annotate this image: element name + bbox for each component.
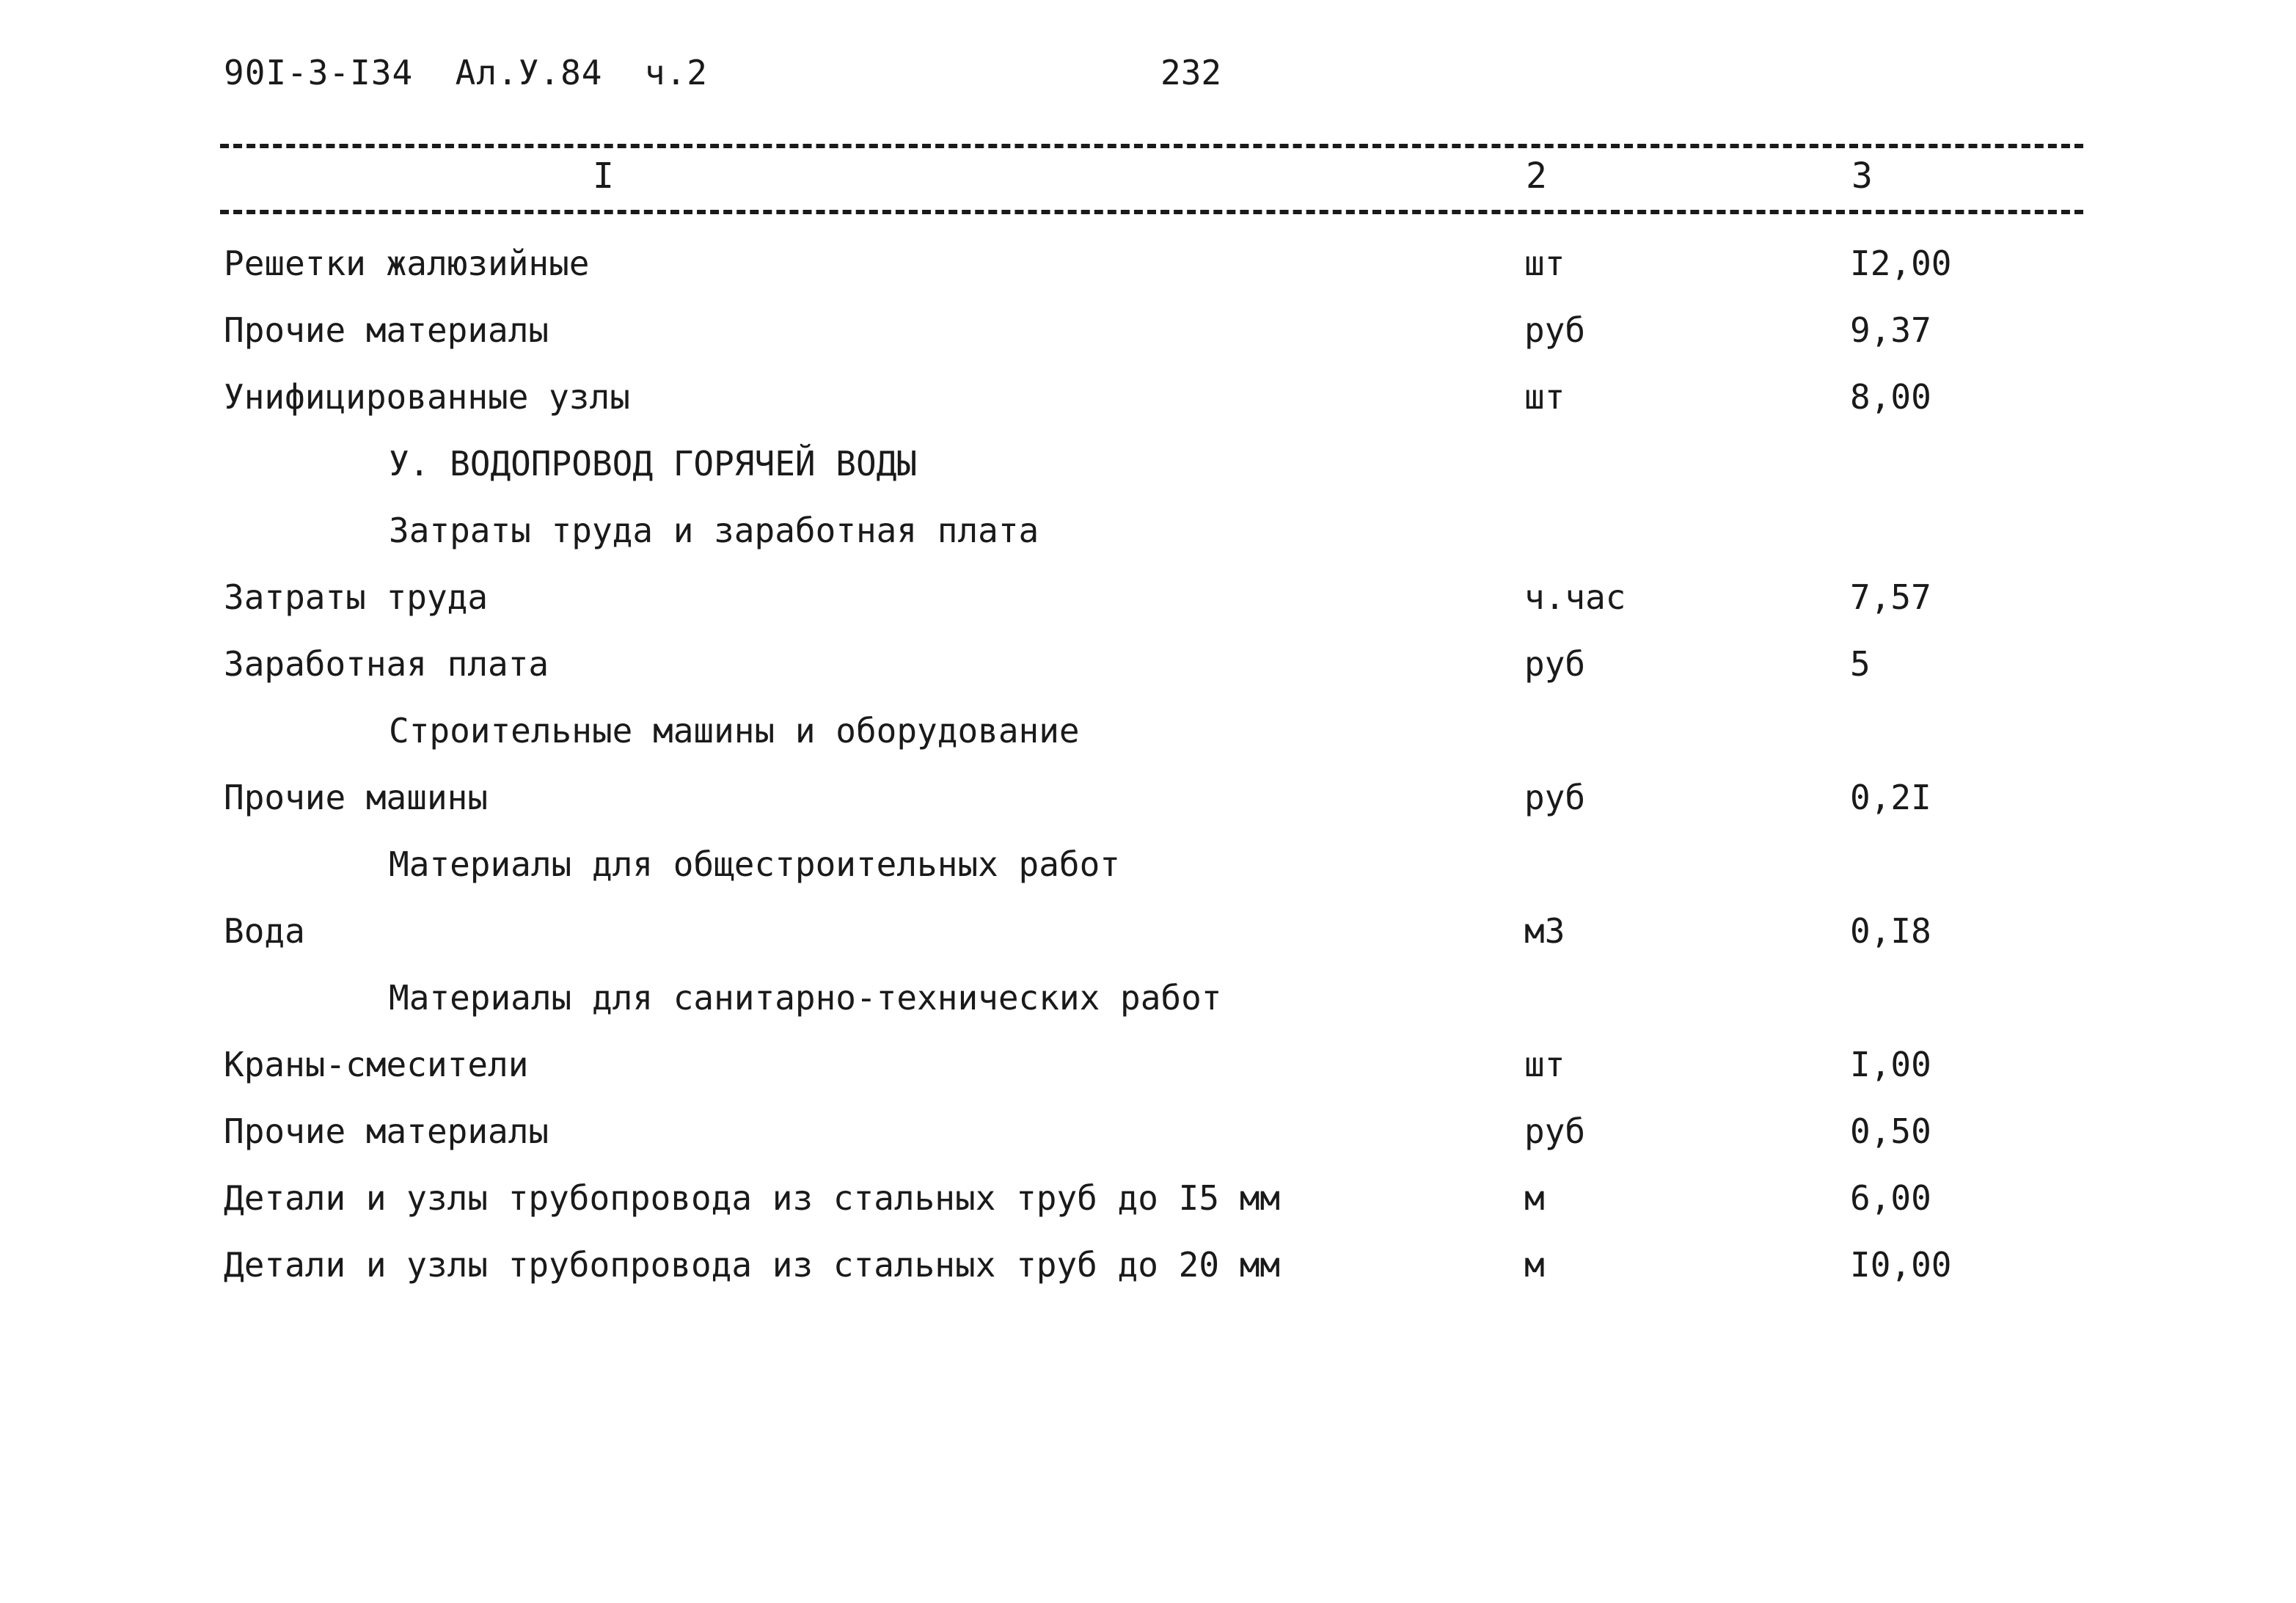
column-header-name: I [593, 156, 614, 197]
table-row [0, 1245, 2296, 1296]
row-unit: м3 [1524, 911, 1565, 951]
row-quantity: 9,37 [1850, 310, 1931, 350]
table-row [0, 1111, 2296, 1163]
row-unit: ч.час [1524, 577, 1626, 617]
row-name: Вода [224, 911, 305, 951]
row-unit: руб [1524, 644, 1586, 684]
row-unit: шт [1524, 377, 1565, 417]
table-row [0, 577, 2296, 629]
row-name: Прочие материалы [224, 1111, 549, 1151]
section-heading [0, 978, 2296, 1029]
row-quantity: 8,00 [1850, 377, 1931, 417]
row-unit: руб [1524, 778, 1586, 817]
table-row [0, 244, 2296, 295]
row-quantity: I2,00 [1850, 244, 1952, 283]
row-quantity: 0,I8 [1850, 911, 1931, 951]
row-unit: шт [1524, 1045, 1565, 1084]
row-quantity: 6,00 [1850, 1178, 1931, 1218]
section-title: У. ВОДОПРОВОД ГОРЯЧЕЙ ВОДЫ [389, 444, 918, 483]
row-name: Детали и узлы трубопровода из стальных труб до 20 мм [224, 1245, 1281, 1285]
column-header-unit: 2 [1526, 156, 1547, 197]
row-unit: шт [1524, 244, 1565, 283]
document-code: 90I-3-I34 Ал.У.84 ч.2 [224, 53, 708, 92]
table-row [0, 1178, 2296, 1230]
table-row [0, 1045, 2296, 1096]
row-unit: руб [1524, 1111, 1586, 1151]
table-row [0, 911, 2296, 963]
page-number: 232 [1160, 53, 1222, 92]
row-unit: м [1524, 1245, 1545, 1285]
row-name: Прочие материалы [224, 310, 549, 350]
row-name: Решетки жалюзийные [224, 244, 590, 283]
section-heading [0, 711, 2296, 762]
row-quantity: 7,57 [1850, 577, 1931, 617]
table-header-rule [220, 210, 2083, 214]
table-row [0, 377, 2296, 428]
row-name: Прочие машины [224, 778, 489, 817]
row-quantity: 0,50 [1850, 1111, 1931, 1151]
row-name: Краны-смесители [224, 1045, 529, 1084]
table-row [0, 644, 2296, 695]
section-heading [0, 511, 2296, 562]
row-name: Унифицированные узлы [224, 377, 630, 417]
row-quantity: 0,2I [1850, 778, 1931, 817]
section-title: Материалы для общестроительных работ [389, 844, 1120, 884]
row-unit: руб [1524, 310, 1586, 350]
table-row [0, 778, 2296, 829]
table-top-rule [220, 144, 2083, 148]
row-quantity: 5 [1850, 644, 1871, 684]
section-title: Строительные машины и оборудование [389, 711, 1080, 751]
section-heading [0, 844, 2296, 896]
row-name: Заработная плата [224, 644, 549, 684]
row-name: Затраты труда [224, 577, 489, 617]
column-header-quantity: 3 [1851, 156, 1873, 197]
row-unit: м [1524, 1178, 1545, 1218]
table-row [0, 310, 2296, 362]
section-heading [0, 444, 2296, 495]
row-quantity: I,00 [1850, 1045, 1931, 1084]
section-title: Материалы для санитарно-технических работ [389, 978, 1222, 1018]
row-name: Детали и узлы трубопровода из стальных труб до I5 мм [224, 1178, 1281, 1218]
section-title: Затраты труда и заработная плата [389, 511, 1039, 550]
row-quantity: I0,00 [1850, 1245, 1952, 1285]
